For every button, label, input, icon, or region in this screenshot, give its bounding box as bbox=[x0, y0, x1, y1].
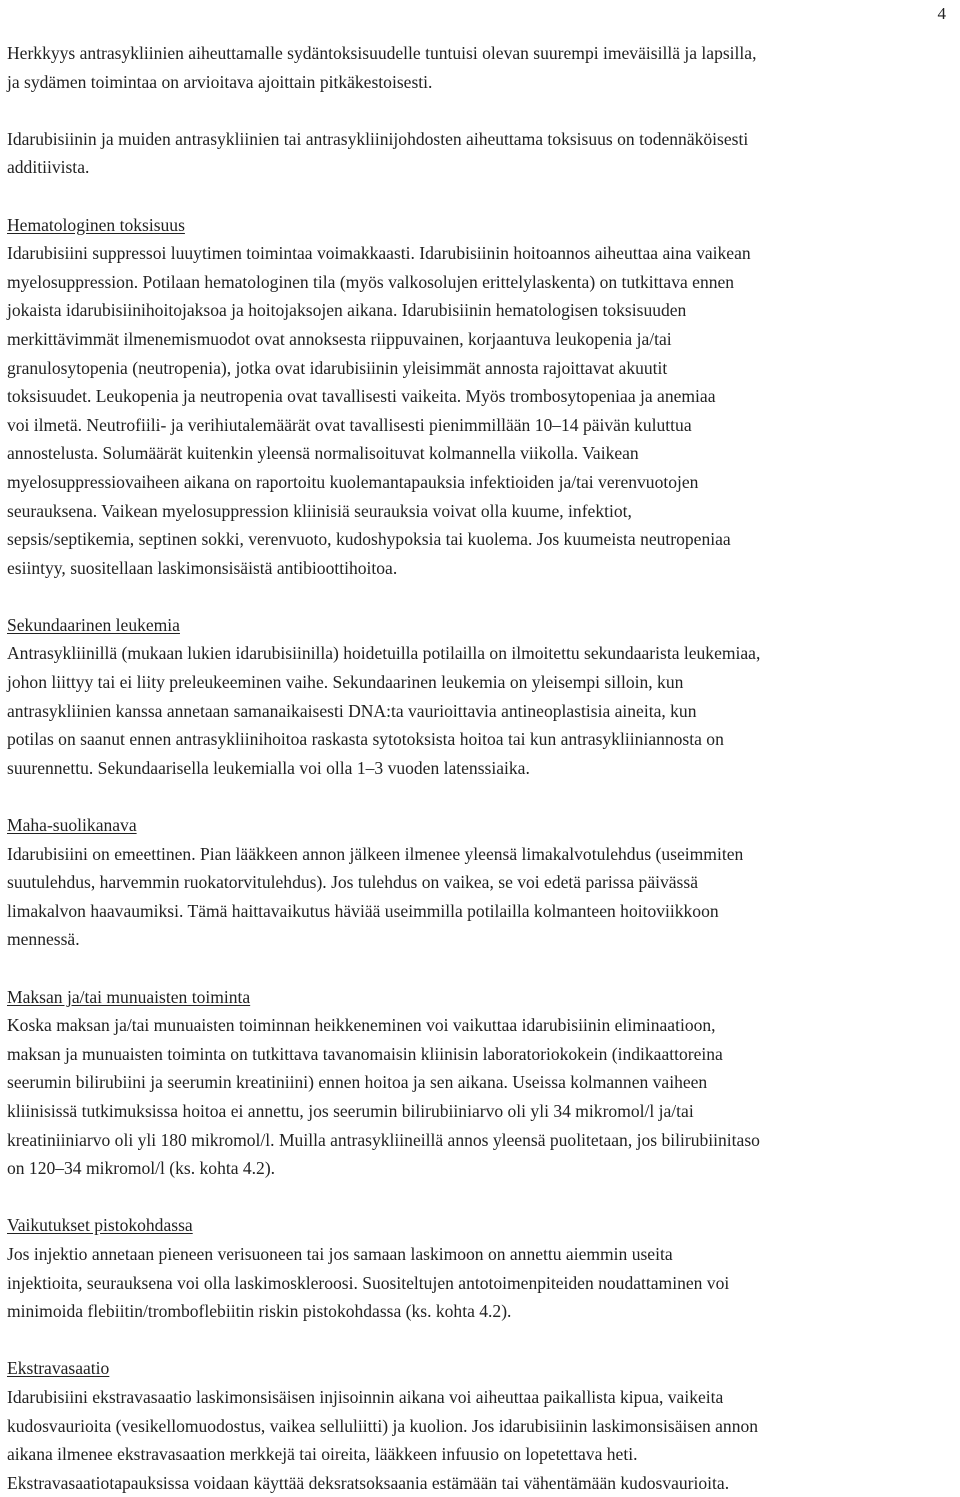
body-line: kudosvaurioita (vesikellomuodostus, vaikea selluliitti) ja kuolion. Jos idarubisiinin laskimonsisäisen annon bbox=[7, 1415, 759, 1436]
body-line: aikana ilmenee ekstravasaation merkkejä tai oireita, lääkkeen infuusio on lopetettava heti. bbox=[7, 1444, 638, 1465]
body-line: kreatiniiniarvo oli yli 180 mikromol/l. Muilla antrasykliineillä annos yleensä puolitetaan, jos bilirubiinitaso bbox=[7, 1129, 760, 1150]
body-line: johon liittyy tai ei liity preleukeeminen vaihe. Sekundaarinen leukemia on yleisempi silloin, kun bbox=[7, 672, 684, 693]
body-line: antrasykliinien kanssa annetaan samanaikaisesti DNA:ta vaurioittavia antineoplastisia aineita, kun bbox=[7, 700, 697, 721]
body-line: minimoida flebiitin/tromboflebiitin riskin pistokohdassa (ks. kohta 4.2). bbox=[7, 1301, 512, 1322]
section-heading: Maha-suolikanava bbox=[7, 815, 137, 836]
body-line: suutulehdus, harvemmin ruokatorvitulehdus). Jos tulehdus on vaikea, se voi edetä parissa päivässä bbox=[7, 872, 699, 893]
section-heading: Ekstravasaatio bbox=[7, 1358, 110, 1379]
paragraph-gap bbox=[7, 1326, 957, 1355]
body-line: suurennettu. Sekundaarisella leukemialla voi olla 1–3 vuoden latenssiaika. bbox=[7, 757, 530, 778]
body-line: maksan ja munuaisten toiminta on tutkittava tavanomaisin kliinisin laboratoriokokein (indikaattoreina bbox=[7, 1043, 723, 1064]
body-line: merkittävimmät ilmenemismuodot ovat annoksesta riippuvainen, korjaantuva leukopenia ja/tai bbox=[7, 328, 672, 349]
section-heading: Sekundaarinen leukemia bbox=[7, 614, 180, 635]
body-line: myelosuppression. Potilaan hematologinen tila (myös valkosolujen erittelylaskenta) on tutkittava ennen bbox=[7, 271, 735, 292]
body-line: on 120–34 mikromol/l (ks. kohta 4.2). bbox=[7, 1158, 276, 1179]
intro-line: additiivista. bbox=[7, 157, 90, 178]
body-line: seerumin bilirubiini ja seerumin kreatiniini) ennen hoitoa ja sen aikana. Useissa kolmannen vaiheen bbox=[7, 1072, 708, 1093]
body-line: granulosytopenia (neutropenia), jotka ovat idarubisiinin yleisimmät annosta rajoittavat akuutit bbox=[7, 357, 668, 378]
body-line: myelosuppressiovaiheen aikana on raportoitu kuolemantapauksia infektioiden ja/tai verenvuotojen bbox=[7, 471, 699, 492]
body-line: annostelusta. Solumäärät kuitenkin yleensä normalisoituvat kolmannella viikolla. Vaikean bbox=[7, 443, 639, 464]
paragraph-gap bbox=[7, 96, 957, 125]
document-body bbox=[7, 39, 957, 1497]
body-line: potilas on saanut ennen antrasykliinihoitoa raskasta sytotoksista hoitoa tai kun antrasykliiniannosta on bbox=[7, 729, 724, 750]
body-line: Koska maksan ja/tai munuaisten toiminnan heikkeneminen voi vaikuttaa idarubisiinin eliminaatioon, bbox=[7, 1015, 716, 1036]
body-line: Jos injektio annetaan pieneen verisuoneen tai jos samaan laskimoon on annettu aiemmin useita bbox=[7, 1243, 673, 1264]
body-line: injektioita, seurauksena voi olla laskimoskleroosi. Suositeltujen antotoimenpiteiden noudattaminen voi bbox=[7, 1272, 730, 1293]
body-line: mennessä. bbox=[7, 929, 80, 950]
body-line: limakalvon haavaumiksi. Tämä haittavaikutus häviää useimmilla potilailla kolmanteen hoitoviikkoon bbox=[7, 900, 719, 921]
body-line: Idarubisiini suppressoi luuytimen toimintaa voimakkaasti. Idarubisiinin hoitoannos aiheuttaa aina vaikean bbox=[7, 243, 751, 264]
intro-line: Idarubisiinin ja muiden antrasykliinien tai antrasykliinijohdosten aiheuttama toksisuus on todennäköisesti bbox=[7, 128, 749, 149]
body-line: Antrasykliinillä (mukaan lukien idarubisiinilla) hoidetuilla potilailla on ilmoitettu sekundaarista leukemiaa, bbox=[7, 643, 761, 664]
section-heading: Hematologinen toksisuus bbox=[7, 214, 185, 235]
body-line: seurauksena. Vaikean myelosuppression kliinisiä seurauksia voivat olla kuume, infektiot, bbox=[7, 500, 632, 521]
paragraph-gap bbox=[7, 182, 957, 211]
body-line: Idarubisiini ekstravasaatio laskimonsisäisen injisoinnin aikana voi aiheuttaa paikallista kipua, vaikeita bbox=[7, 1386, 724, 1407]
body-line: esiintyy, suositellaan laskimonsisäistä antibioottihoitoa. bbox=[7, 557, 398, 578]
paragraph-gap bbox=[7, 1183, 957, 1212]
intro-line: Herkkyys antrasykliinien aiheuttamalle sydäntoksisuudelle tuntuisi olevan suurempi imeväisillä ja lapsilla, bbox=[7, 43, 757, 63]
paragraph-gap bbox=[7, 782, 957, 811]
page-number: 4 bbox=[937, 4, 946, 23]
paragraph-gap bbox=[7, 582, 957, 611]
body-line: jokaista idarubisiinihoitojaksoa ja hoitojaksojen aikana. Idarubisiinin hematologisen toksisuuden bbox=[7, 300, 687, 321]
body-line: Idarubisiini on emeettinen. Pian lääkkeen annon jälkeen ilmenee yleensä limakalvotulehdus (useimmiten bbox=[7, 843, 744, 864]
body-line: Ekstravasaatiotapauksissa voidaan käyttää deksratsoksaania estämään tai vähentämään kudosvaurioita. bbox=[7, 1472, 730, 1493]
section-heading: Maksan ja/tai munuaisten toiminta bbox=[7, 986, 251, 1007]
intro-line: ja sydämen toimintaa on arvioitava ajoittain pitkäkestoisesti. bbox=[7, 71, 433, 92]
body-line: kliinisissä tutkimuksissa hoitoa ei annettu, jos seerumin bilirubiiniarvo oli yli 34 mikromol/l ja/tai bbox=[7, 1100, 694, 1121]
section-heading: Vaikutukset pistokohdassa bbox=[7, 1215, 193, 1236]
body-line: sepsis/septikemia, septinen sokki, verenvuoto, kudoshypoksia tai kuolema. Jos kuumeista neutropeniaa bbox=[7, 529, 731, 550]
paragraph-gap bbox=[7, 954, 957, 983]
body-line: voi ilmetä. Neutrofiili- ja verihiutalemäärät ovat tavallisesti pienimmillään 10–14 päivän kuluttua bbox=[7, 414, 692, 435]
body-line: toksisuudet. Leukopenia ja neutropenia ovat tavallisesti vaikeita. Myös trombosytopeniaa ja anemiaa bbox=[7, 386, 716, 407]
